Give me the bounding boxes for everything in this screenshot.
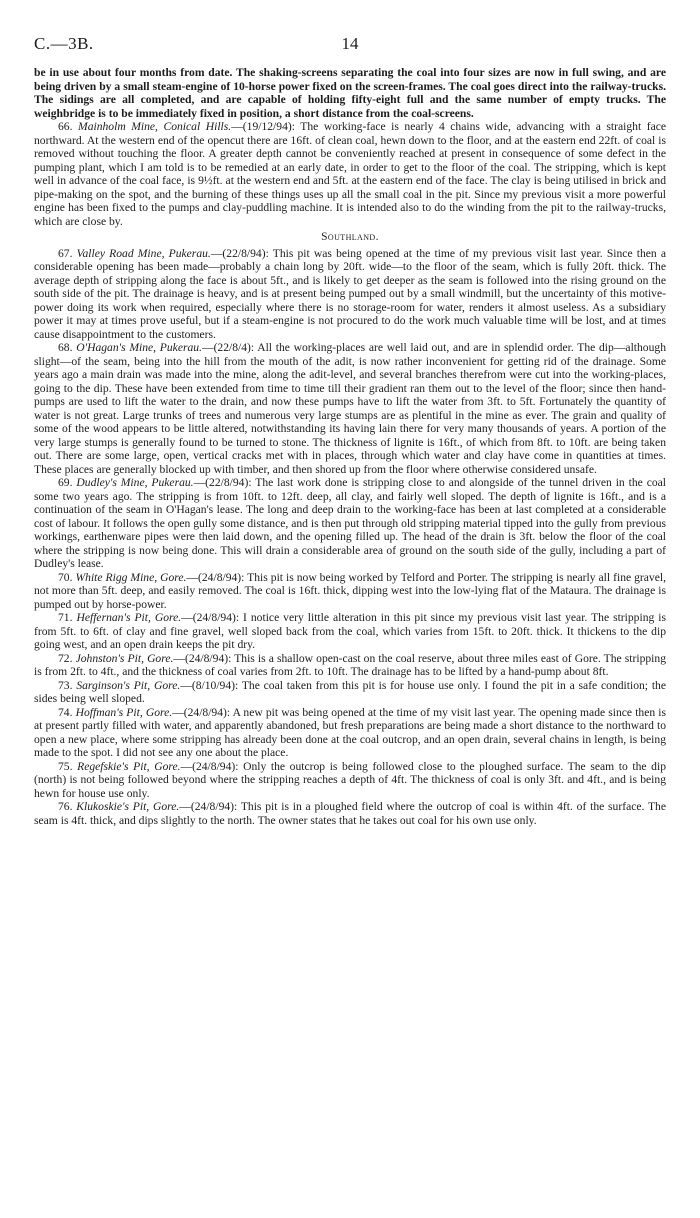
paragraph-text: —(22/8/94): The last work done is stripping close to and alongside of the tunnel driven in the coal some two years ago. The stripping is from 10ft. to 12ft. deep, all clay, and fairly well sloped. The depth of lignite is 16ft., and is a continuation of the seam in O'Hagan's lease. The long and deep drain to the working-face has been at last completed at a considerable cost of labour. It follows the open gully some distance, and is then put through old stripping material tipped into the gully from previous workings, earthenware pipes were then laid down, and the opening filled up. The head of the drain is 3ft. below the floor of the coal where the stripping is now being done. This will drain a considerable area of ground on the south side of the gully, including a part of Dudley's lease. xyxy=(34,476,666,570)
paragraph-number: 67. xyxy=(58,246,77,260)
mine-name: Dudley's Mine, Pukerau. xyxy=(76,476,194,489)
mine-name: Regefskie's Pit, Gore. xyxy=(77,759,181,773)
paragraph-75 xyxy=(34,760,666,801)
mine-name: White Rigg Mine, Gore. xyxy=(75,570,187,584)
paragraph-number: 74. xyxy=(58,705,76,719)
paragraph-text: —(24/8/94): This pit is now being worked by Telford and Porter. The stripping is nearly all fine gravel, not more than 5ft. deep, and easily removed. The coal is 16ft. thick, dipping west into the low-lying flat of the Mataura. The drainage is pumped out by horse-power. xyxy=(34,570,666,611)
section-heading: Southland. xyxy=(321,231,379,243)
paragraph-text: —(24/8/94): I notice very little alteration in this pit since my previous visit last year. The stripping is from 5ft. to 6ft. of clay and fine gravel, well sloped back from the coal, which varies from 15ft. to 20ft. thick. It thickens to the dip going west, and an open drain keeps the pit dry. xyxy=(34,611,666,651)
paragraph-number: 66. xyxy=(58,120,79,133)
paragraph-66 xyxy=(34,120,666,228)
mine-name: Sarginson's Pit, Gore. xyxy=(76,678,181,692)
paragraph-number: 70. xyxy=(58,570,76,584)
paragraph-69 xyxy=(34,476,666,571)
paragraph-number: 69. xyxy=(58,476,77,489)
paragraph-71 xyxy=(34,611,666,652)
mine-name: Mainholm Mine, Conical Hills. xyxy=(78,120,232,133)
paragraph-74 xyxy=(34,706,666,760)
report-code: C.—3B. xyxy=(34,34,94,53)
paragraph-number: 75. xyxy=(58,759,78,773)
mine-name: Johnston's Pit, Gore. xyxy=(75,651,174,665)
mine-name: Heffernan's Pit, Gore. xyxy=(76,611,182,624)
paragraph-text: —(24/8/94): Only the outcrop is being followed close to the ploughed surface. The seam to the dip (north) is not being followed beyond where the stripping reaches a depth of 4ft. The thickness of coal is only 3ft. and 4ft., and is being hewn for house use only. xyxy=(34,759,666,800)
paragraph-68 xyxy=(34,341,666,476)
paragraph-continued xyxy=(34,66,666,120)
mine-name: Valley Road Mine, Pukerau. xyxy=(76,246,211,260)
paragraph-73 xyxy=(34,679,666,706)
paragraph-text: —(22/8/94): This pit was being opened at the time of my previous visit last year. Since then a considerable opening has been made—probably a chain long by 20ft. wide—to the floor of the seam, which is fully 20ft. thick. The average depth of stripping along the face is about 5ft., and is likely to get deeper as the seam is followed into the rising ground on the south side of the pit. The drainage is heavy, and is at present being pumped out by a small windmill, but the uncertainty of this motive-power doing its work when required, especially where there is no storage-room for water, renders it almost useless. As a subsidiary power it may at times prove useful, but if a steam-engine is not procured to do the work much valuable time will be lost, and at times cause disappointment to the customers. xyxy=(34,246,667,341)
paragraph-76 xyxy=(34,800,666,827)
paragraph-number: 76. xyxy=(58,800,77,813)
mine-name: O'Hagan's Mine, Pukerau. xyxy=(76,341,202,354)
paragraph-text: be in use about four months from date. The shaking-screens separating the coal into four sizes are now in full swing, and are being driven by a small steam-engine of 10-horse power fixed on the screen-frames. The coal goes direct into the railway-trucks. The sidings are all completed, and are capable of holding fifty-eight full and the same number of empty trucks. The weighbridge is to be immediately fixed in position, a short distance from the coal-screens. xyxy=(34,66,666,120)
paragraph-text: —(19/12/94): The working-face is nearly 4 chains wide, advancing with a straight face northward. At the western end of the opencut there are 16ft. of clean coal, hewn down to the floor, and at the eastern end 22ft. of coal is removed without touching the floor. A greater depth cannot be conveniently reached at present in consequence of some defect in the pumping plant, which I am told is to be remedied at an early date, in order to get to the floor of the coal. The stripping, which is kept well in advance of the coal face, is 9½ft. at the western end and 5ft. at the eastern end of the face. The clay is being utilised in brick and pipe-making on the spot, and the burning of these things uses up all the small coal in the pit. Since my previous visit a more powerful engine has been fixed to the pumps and clay-puddling machine. It is intended also to do the winding from the pit to the railway-trucks, which are close by. xyxy=(34,120,667,228)
page-header xyxy=(28,34,672,54)
document-body xyxy=(34,66,666,827)
paragraph-67 xyxy=(34,247,666,342)
page-number: 14 xyxy=(341,34,359,53)
paragraph-72 xyxy=(34,652,666,679)
paragraph-number: 68. xyxy=(58,341,77,354)
paragraph-text: —(24/8/94): This pit is in a ploughed field where the outcrop of coal is within 4ft. of the surface. The seam is 4ft. thick, and dips slightly to the north. The owner states that he takes out coal for his own use only. xyxy=(34,800,667,827)
paragraph-text: —(24/8/94): This is a shallow open-cast on the coal reserve, about three miles east of Gore. The stripping is from 2ft. to 4ft., and the thickness of coal varies from 2ft. to 10ft. The drainage has to be lifted by a hand-pump about 8ft. xyxy=(34,651,667,678)
mine-name: Klukoskie's Pit, Gore. xyxy=(76,800,180,813)
paragraph-text: —(24/8/94): A new pit was being opened at the time of my visit last year. The opening made since then is at present partly filled with water, and apparently abandoned, but fresh preparations are being made a short distance to the northward to open a new place, where some stripping has already been done at the coal outcrop, and an open drain, several chains in length, is being made to the spot. I did not see any one about the place. xyxy=(34,705,666,759)
paragraph-number: 71. xyxy=(58,611,77,624)
mine-name: Hoffman's Pit, Gore. xyxy=(75,705,173,719)
paragraph-text: —(8/10/94): The coal taken from this pit is for house use only. I found the pit in a safe condition; the sides being well sloped. xyxy=(34,678,667,705)
paragraph-70 xyxy=(34,571,666,612)
paragraph-number: 73. xyxy=(58,678,77,692)
paragraph-text: —(22/8/4): All the working-places are well laid out, and are in splendid order. The dip—although slight—of the seam, being into the hill from the mouth of the adit, is now rather inconvenient for getting rid of the drainage. Some years ago a main drain was made into the mine, along the adit-level, and several branches therefrom were cut into the working-places, going to the dip. These have been extended from time to time till their gradient ran them out to the level of the floor; since then hand-pumps are used to lift the water to the drain, and now these pumps have to lift the water from 3ft. to 5ft. Fortunately the quantity of water is not great. Large trunks of trees and numerous very large stumps are as plentiful in the mine as ever. The grain and quality of some of the wood appears to be little altered, notwithstanding its having lain there for very many thousands of years. A portion of the very large stumps is generally found to be turned to stone. The thickness of lignite is 16ft., of which from 8ft. to 10ft. are being taken out. There are some large, open, vertical cracks met with in places, through which water and clay have come in quantities at times. These places are generally blocked up with timber, and then shored up from the floor where otherwise considered unsafe. xyxy=(34,341,666,476)
paragraph-number: 72. xyxy=(58,651,76,665)
